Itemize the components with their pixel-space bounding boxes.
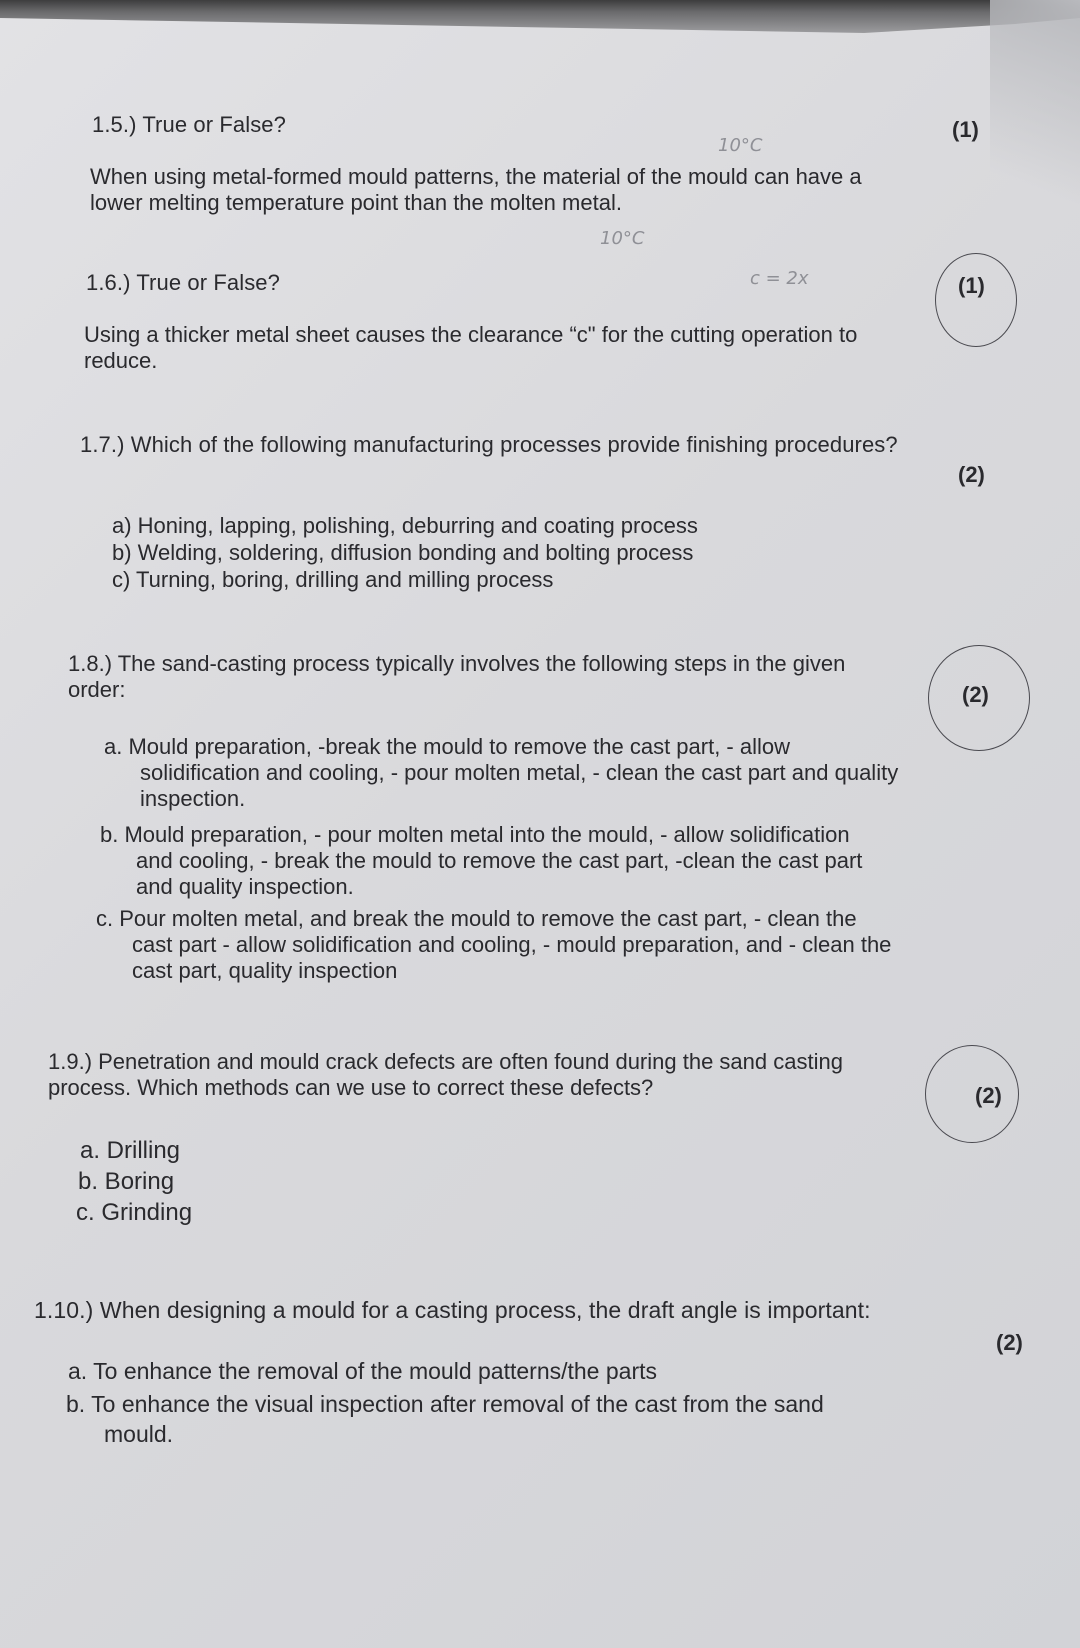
- option-c: c) Turning, boring, drilling and milling process: [112, 567, 554, 592]
- text-line: order:: [68, 677, 126, 702]
- pencil-note: 10°C: [718, 135, 763, 156]
- question-1-10-marks: (2): [996, 1330, 1023, 1355]
- option-c: [96, 906, 891, 984]
- text-line: mould.: [104, 1421, 174, 1447]
- text-line: 1.8.) The sand-casting process typically involves the following steps in the given: [68, 651, 846, 676]
- text-line: lower melting temperature point than the molten metal.: [90, 190, 622, 215]
- page-curl: [990, 0, 1080, 260]
- option-a: a. To enhance the removal of the mould patterns/the parts: [68, 1358, 657, 1384]
- text-line: cast part - allow solidification and cooling, - mould preparation, and - clean the: [132, 932, 892, 957]
- question-1-5-text: [90, 164, 862, 216]
- option-c: c. Grinding: [76, 1199, 193, 1226]
- text-line: When using metal-formed mould patterns, the material of the mould can have a: [90, 164, 862, 189]
- marks-circle: [928, 645, 1030, 751]
- option-a: a) Honing, lapping, polishing, deburring and coating process: [112, 513, 698, 538]
- page-shadow: [0, 0, 1080, 60]
- marks-circle: [935, 253, 1017, 347]
- text-line: solidification and cooling, - pour molten metal, - clean the cast part and quality: [140, 760, 899, 785]
- question-1-9-heading: [48, 1049, 843, 1101]
- text-line: inspection.: [140, 786, 246, 811]
- question-1-10-heading: 1.10.) When designing a mould for a casting process, the draft angle is important:: [34, 1297, 871, 1323]
- question-1-7-marks: (2): [958, 462, 985, 487]
- text-line: b. To enhance the visual inspection after removal of the cast from the sand: [66, 1391, 824, 1417]
- text-line: cast part, quality inspection: [132, 958, 398, 983]
- text-line: c. Pour molten metal, and break the mould to remove the cast part, - clean the: [96, 906, 857, 931]
- option-a: [104, 734, 898, 812]
- question-1-5-marks: (1): [952, 117, 979, 142]
- option-b: b. Boring: [78, 1168, 175, 1195]
- text-line: a. Mould preparation, -break the mould to remove the cast part, - allow: [104, 734, 791, 759]
- question-1-6-heading: 1.6.) True or False?: [86, 270, 280, 295]
- text-line: process. Which methods can we use to correct these defects?: [48, 1075, 654, 1100]
- text-line: reduce.: [84, 348, 158, 373]
- option-b: [66, 1391, 824, 1447]
- question-1-6-text: [84, 322, 857, 374]
- text-line: b. Mould preparation, - pour molten metal into the mould, - allow solidification: [100, 822, 850, 847]
- text-line: 1.9.) Penetration and mould crack defects are often found during the sand casting: [48, 1049, 843, 1074]
- question-1-7-heading: 1.7.) Which of the following manufacturing processes provide finishing procedures?: [80, 432, 898, 457]
- option-b: [100, 822, 862, 900]
- marks-circle: [925, 1045, 1019, 1143]
- question-1-6-marks: (1): [958, 273, 985, 298]
- option-b: b) Welding, soldering, diffusion bonding and bolting process: [112, 540, 694, 565]
- text-line: and cooling, - break the mould to remove the cast part, -clean the cast part: [136, 848, 863, 873]
- pencil-note: c = 2x: [750, 268, 809, 289]
- option-a: a. Drilling: [80, 1137, 181, 1164]
- pencil-note: 10°C: [600, 228, 645, 249]
- text-line: and quality inspection.: [136, 874, 354, 899]
- question-1-5-heading: 1.5.) True or False?: [92, 112, 286, 137]
- text-line: Using a thicker metal sheet causes the clearance “c" for the cutting operation to: [84, 322, 858, 347]
- question-1-9-marks: (2): [975, 1083, 1002, 1108]
- question-1-8-marks: (2): [962, 682, 989, 707]
- question-1-8-heading: [68, 651, 845, 703]
